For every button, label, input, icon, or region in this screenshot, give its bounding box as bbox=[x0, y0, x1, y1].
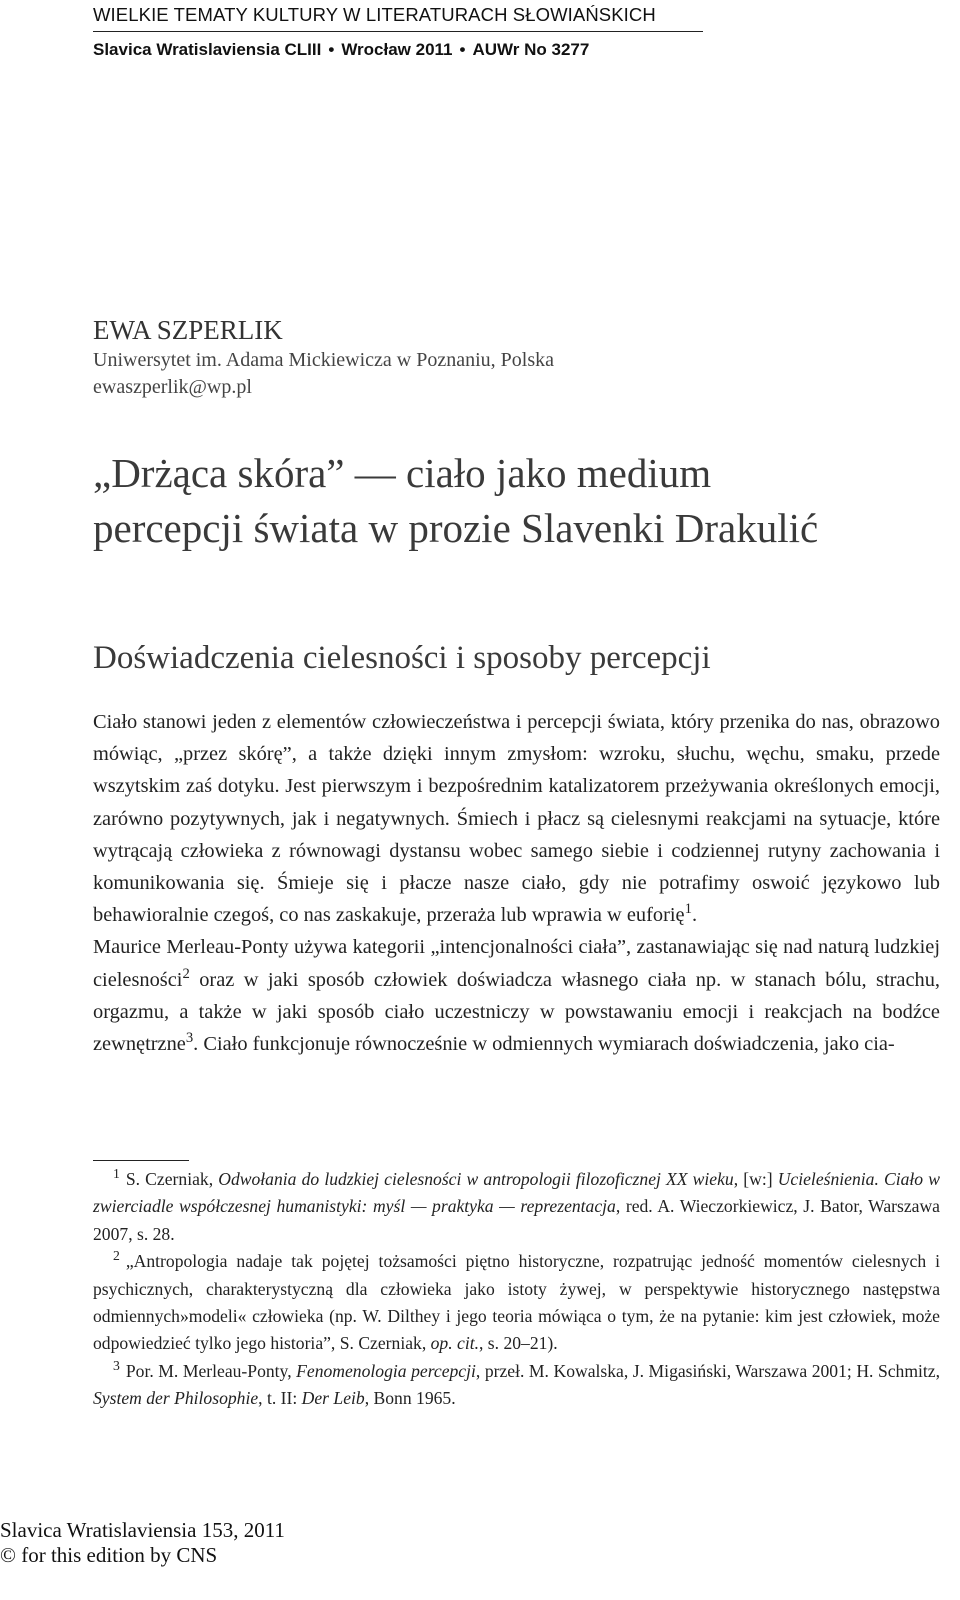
journal-info bbox=[93, 40, 703, 60]
footnote-1-book-title: Ucieleśnienia. Ciało w zwierciadle współczesnej humanistyki: myśl — praktyka — reprezentacja bbox=[93, 1169, 940, 1217]
author-name: EWA SZPERLIK bbox=[93, 315, 283, 345]
section-heading: Doświadczenia cielesności i sposoby percepcji bbox=[93, 640, 711, 676]
footnote-2-opcit: op. cit. bbox=[430, 1333, 479, 1354]
series-title: WIELKIE TEMATY KULTURY W LITERATURACH SŁOWIAŃSKICH bbox=[93, 4, 703, 32]
footnote-1-number: 1 bbox=[113, 1166, 120, 1182]
paragraph-1-end: . bbox=[691, 904, 698, 927]
footnote-3 bbox=[93, 1358, 940, 1413]
footnote-1-text: S. Czerniak, bbox=[125, 1169, 219, 1189]
author-email: ewaszperlik@wp.pl bbox=[93, 376, 252, 398]
footnote-divider bbox=[93, 1160, 189, 1161]
journal-place-year: Wrocław 2011 bbox=[341, 40, 453, 59]
footer-journal-line: Slavica Wratislaviensia 153, 2011 bbox=[0, 1518, 285, 1542]
footnote-2-number: 2 bbox=[113, 1248, 120, 1264]
footnote-1 bbox=[93, 1166, 940, 1248]
footnote-3-text: , Bonn 1965. bbox=[364, 1388, 456, 1409]
footnote-2-text: „Antropologia nadaje tak pojętej tożsamości piętno historyczne, rozpatrując jedność momentów cielesnych i psychicznych, charakterystyczną dla człowieka jako istoty żywej, w perspektywie historycznego następstwa odmiennych»modeli« człowieka (np. W. Dilthey i jego teoria mówiąca o tym, że na pytanie: kim jest człowiek, może odpowiedzieć tylko jego historia”, S. Czerniak, bbox=[93, 1251, 940, 1354]
footnote-3-number: 3 bbox=[113, 1357, 120, 1373]
footnote-1-text: , [w:] bbox=[733, 1169, 778, 1189]
bullet-separator: • bbox=[459, 40, 466, 59]
footnotes bbox=[93, 1166, 940, 1413]
paragraph-1-text: Ciało stanowi jeden z elementów człowieczeństwa i percepcji świata, który przenika do nas, obrazowo mówiąc, „przez skórę”, a także dzięki innym zmysłom: wzroku, słuchu, węchu, smaku, przede wszytskim zaś dotyku. Jest pierwszym i bezpośrednim katalizatorem przeżywania określonych emocji, zarówno pozytywnych, jak i negatywnych. Śmiech i płacz są cielesnymi reakcjami na sytuacje, które wytrącają człowieka z równowagi dystansu wobec samego siebie i codziennej rutyny zachowania i komunikowania się. Śmieje się i płacze nasze ciało, gdy nie potrafimy oswoić językowo lub behawioralnie czegoś, co nas zaskakuje, przeraża lub wprawia w euforię bbox=[93, 711, 940, 927]
body-text bbox=[93, 706, 940, 1060]
article-title bbox=[93, 446, 913, 556]
author-affiliation: Uniwersytet im. Adama Mickiewicza w Poznaniu, Polska bbox=[93, 349, 555, 371]
footnote-3-title: System der Philosophie bbox=[93, 1388, 259, 1409]
paragraph-1 bbox=[93, 706, 940, 931]
copyright-footer bbox=[0, 1518, 285, 1568]
footnote-1-text: , red. A. Wieczorkiewicz, J. Bator, Warszawa 2007, s. 28. bbox=[93, 1196, 940, 1244]
bullet-separator: • bbox=[328, 40, 335, 59]
article-title-line-1: „Drżąca skóra” — ciało jako medium bbox=[93, 450, 712, 496]
footer-copyright-line: © for this edition by CNS bbox=[0, 1543, 218, 1567]
footnote-ref-3: 3 bbox=[185, 1030, 194, 1047]
footnote-3-text: , t. II: bbox=[258, 1388, 302, 1409]
footnote-3-title: Der Leib bbox=[301, 1388, 365, 1409]
paragraph-2-text-c: . Ciało funkcjonuje równocześnie w odmiennych wymiarach doświadczenia, jako cia- bbox=[193, 1033, 895, 1056]
footnote-ref-1: 1 bbox=[684, 901, 692, 918]
footnote-ref-2: 2 bbox=[182, 965, 190, 982]
running-header bbox=[93, 4, 703, 60]
paragraph-2 bbox=[93, 931, 940, 1060]
journal-number: AUWr No 3277 bbox=[472, 40, 590, 59]
paragraph-2-text-b: oraz w jaki sposób człowiek doświadcza własnego ciała np. w stanach bólu, strachu, orgazmu, a także w jaki sposób ciało uczestniczy w powstawaniu emocji i reakcjach na bodźce zewnętrzne bbox=[93, 968, 940, 1056]
author-block bbox=[93, 313, 893, 401]
footnote-3-text: Por. M. Merleau-Ponty, bbox=[125, 1360, 297, 1381]
article-title-line-2: percepcji świata w prozie Slavenki Drakulić bbox=[93, 505, 819, 551]
footnote-1-title: Odwołania do ludzkiej cielesności w antropologii filozoficznej XX wieku bbox=[218, 1169, 734, 1189]
paragraph-2-text-a: Maurice Merleau-Ponty używa kategorii „intencjonalności ciała”, zastanawiając się nad naturą ludzkiej cielesności bbox=[93, 936, 940, 991]
footnote-2-text: , s. 20–21). bbox=[479, 1333, 558, 1354]
footnote-3-text: , przeł. M. Kowalska, J. Migasiński, Warszawa 2001; H. Schmitz, bbox=[475, 1360, 941, 1381]
footnote-2 bbox=[93, 1248, 940, 1358]
footnote-3-title: Fenomenologia percepcji bbox=[296, 1360, 476, 1381]
journal-name: Slavica Wratislaviensia CLIII bbox=[93, 40, 322, 59]
